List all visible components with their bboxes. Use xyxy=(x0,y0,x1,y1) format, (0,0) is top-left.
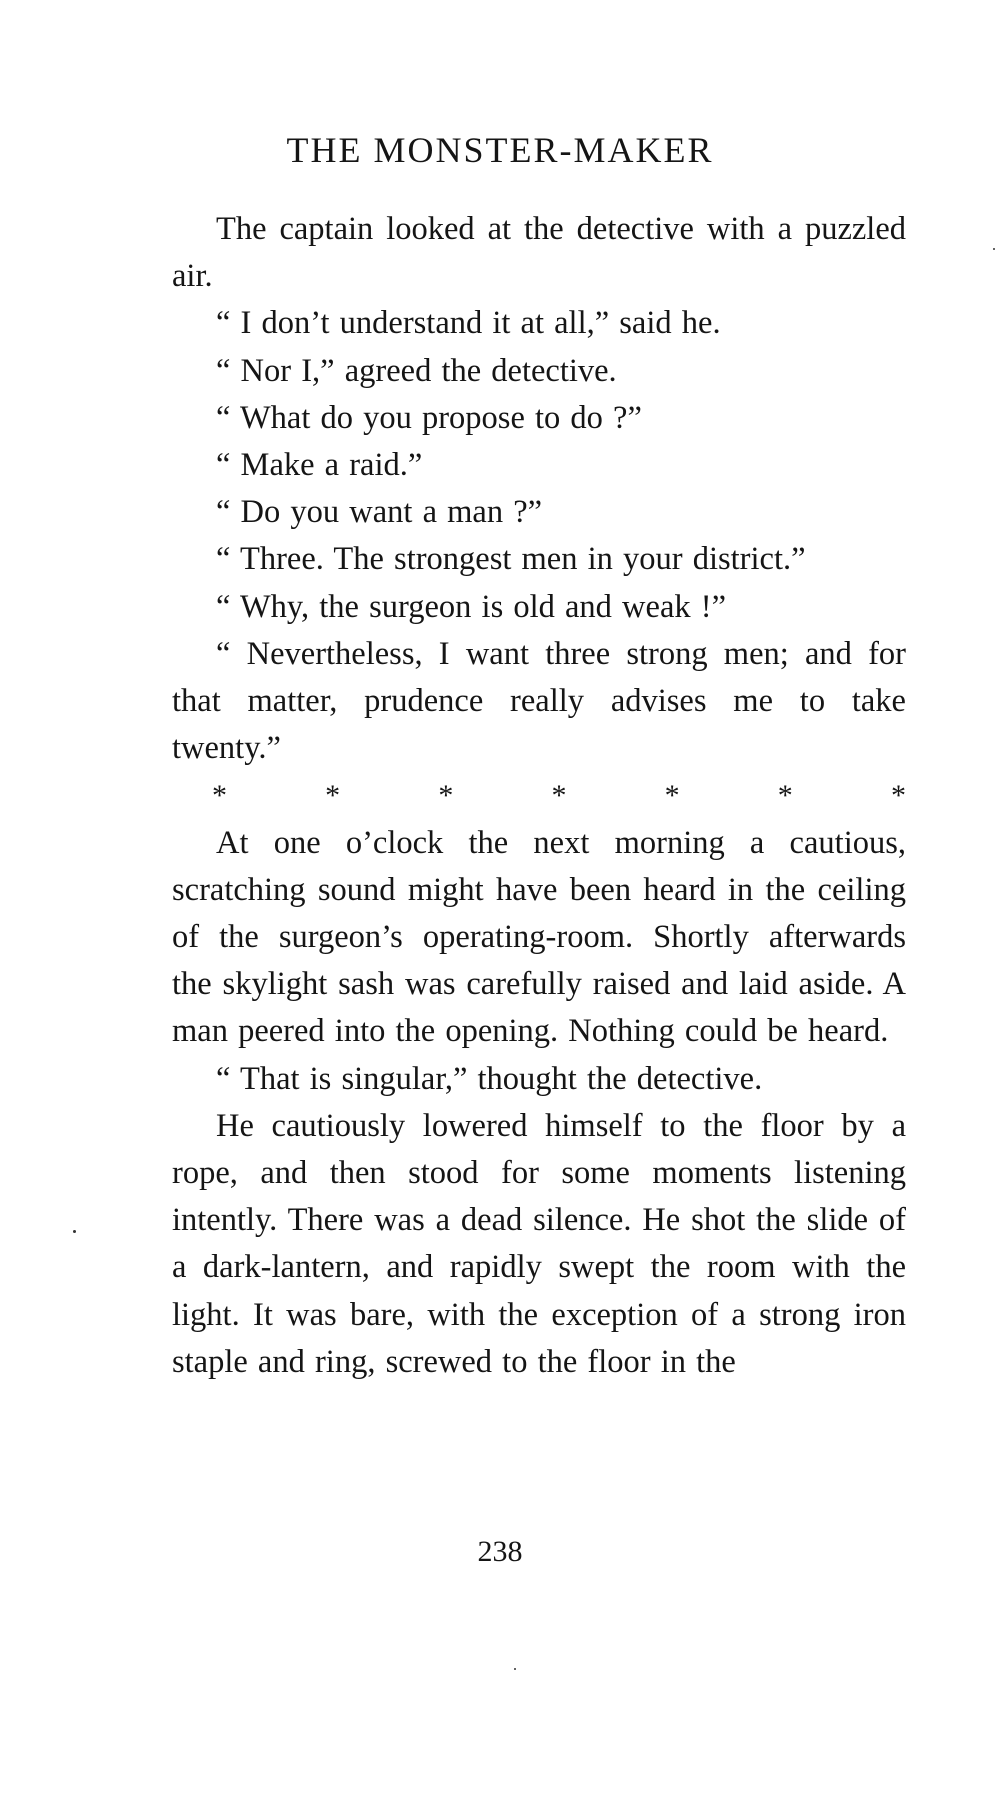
paragraph: He cautiously lowered himself to the floor by a rope, and then stood for some moments listening intently. There was a dead silence. He shot the slide of a dark-lantern, and rapidly swept the room with the light. It was bare, with the exception of a strong iron staple and ring, screwed to the floor in the xyxy=(172,1107,906,1380)
body-text xyxy=(172,206,906,1386)
section-break-asterisks xyxy=(172,772,906,819)
paragraph: “ Do you want a man ?” xyxy=(216,494,543,531)
paragraph: “ Why, the surgeon is old and weak !” xyxy=(216,588,726,625)
asterisk: * xyxy=(664,779,680,813)
print-speck xyxy=(514,1668,516,1670)
paragraph: “ That is singular,” thought the detective. xyxy=(216,1060,763,1097)
asterisk: * xyxy=(777,779,793,813)
print-speck xyxy=(993,248,995,250)
paragraph: “ I don’t understand it at all,” said he. xyxy=(216,305,721,342)
paragraph: At one o’clock the next morning a cautious, scratching sound might have been heard in the ceiling of the surgeon’s operating-room. Shortly afterwards the skylight sash was carefully raised and laid aside. A man peered into the opening. Nothing could be heard. xyxy=(172,824,906,1050)
asterisk: * xyxy=(438,779,454,813)
print-speck xyxy=(73,1230,76,1233)
page-number: 238 xyxy=(477,1535,523,1568)
paragraph: “ Nor I,” agreed the detective. xyxy=(216,352,617,389)
asterisk: * xyxy=(212,779,227,813)
paragraph: “ Three. The strongest men in your district.” xyxy=(216,541,806,578)
asterisk: * xyxy=(890,779,906,813)
running-title: THE MONSTER-MAKER xyxy=(286,130,714,170)
paragraph: “ What do you propose to do ?” xyxy=(216,399,642,436)
asterisk: * xyxy=(551,779,567,813)
paragraph: The captain looked at the detective with a puzzled air. xyxy=(172,211,906,295)
paragraph: “ Nevertheless, I want three strong men; and for that matter, prudence really advises me to take twenty.” xyxy=(172,635,906,767)
paragraph: “ Make a raid.” xyxy=(216,447,423,484)
asterisk: * xyxy=(325,779,341,813)
